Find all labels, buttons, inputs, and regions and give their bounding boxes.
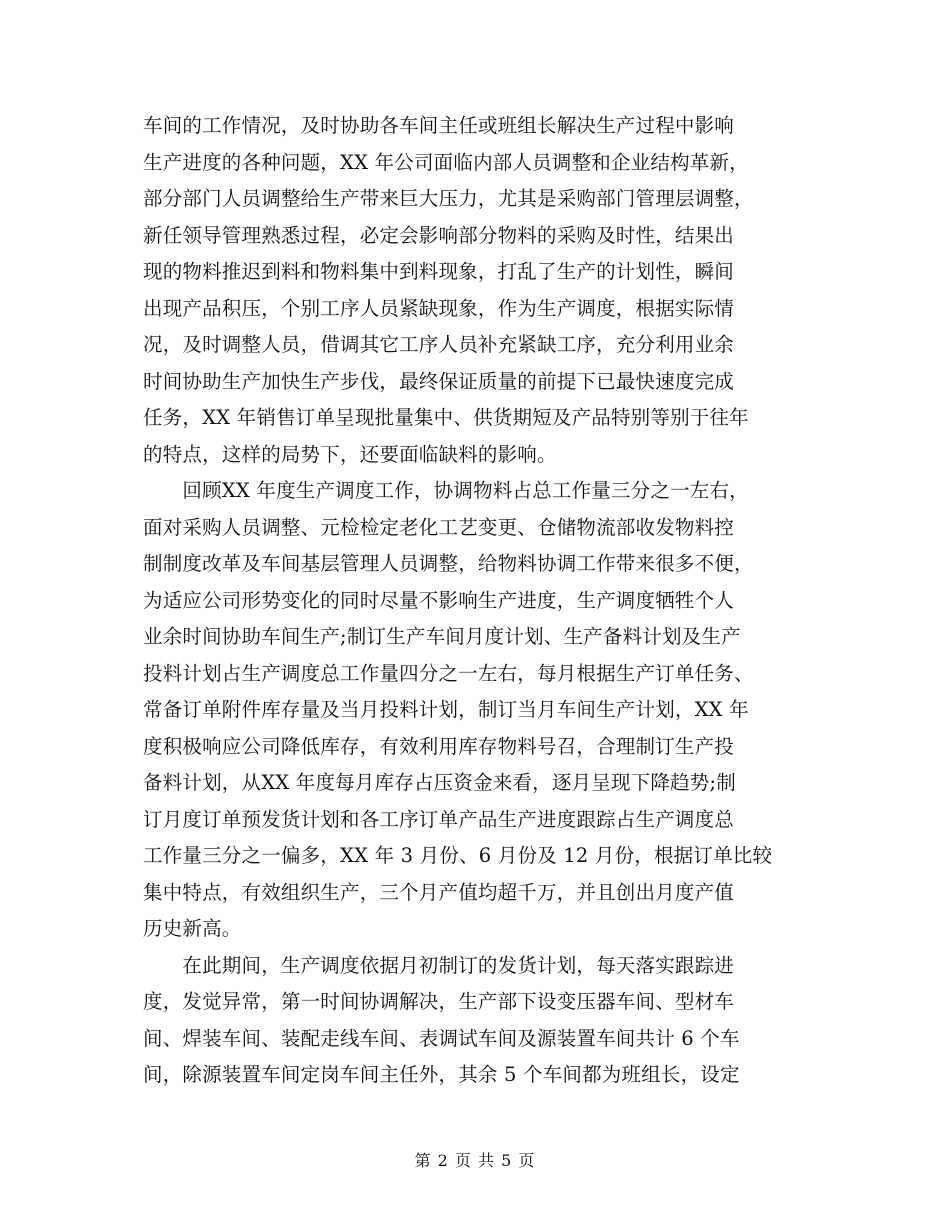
text-line: 制制度改革及车间基层管理人员调整，给物料协调工作带来很多不便， [143, 552, 754, 575]
text-line: 况，及时调整人员，借调其它工序人员补充紧缺工序，充分利用业余 [143, 333, 735, 356]
text-line: 订月度订单预发货计划和各工序订单产品生产进度跟踪占生产调度总 [143, 807, 735, 831]
text-line: 度积极响应公司降低库存，有效利用库存物料号召，合理制订生产投 [143, 734, 735, 758]
text-line: 出现产品积压，个别工序人员紧缺现象，作为生产调度，根据实际情 [143, 296, 735, 320]
page-number-footer: 第 2 页 共 5 页 [414, 1151, 536, 1170]
text-line: 的特点，这样的局势下，还要面临缺料的影响。 [143, 442, 557, 466]
text-line: 集中特点，有效组织生产，三个月产值均超千万，并且创出月度产值 [143, 880, 735, 904]
text-line: 任务，XX 年销售订单呈现批量集中、供货期短及产品特别等别于往年 [143, 406, 749, 429]
text-line: 生产进度的各种问题，XX 年公司面临内部人员调整和企业结构革新， [143, 150, 749, 174]
text-line: 车间的工作情况，及时协助各车间主任或班组长解决生产过程中影响 [143, 114, 735, 137]
text-line: 面对采购人员调整、元检检定老化工艺变更、仓储物流部收发物料控 [143, 515, 735, 539]
text-line: 新任领导管理熟悉过程，必定会影响部分物料的采购及时性，结果出 [143, 223, 735, 247]
text-line: 常备订单附件库存量及当月投料计划，制订当月车间生产计划，XX 年 [143, 698, 749, 721]
text-line: 历史新高。 [143, 917, 242, 940]
paragraph-start-line: 在此期间，生产调度依据月初制订的发货计划，每天落实跟踪进 [143, 953, 735, 977]
text-line: 投料计划占生产调度总工作量四分之一左右，每月根据生产订单任务、 [143, 661, 754, 685]
text-line: 现的物料推迟到料和物料集中到料现象，打乱了生产的计划性，瞬间 [143, 260, 735, 283]
paragraph-start-line: 回顾XX 年度生产调度工作，协调物料占总工作量三分之一左右， [143, 479, 749, 502]
text-line: 为适应公司形势变化的同时尽量不影响生产进度，生产调度牺牲个人 [143, 588, 735, 612]
text-line: 间，除源装置车间定岗车间主任外，其余 5 个车间都为班组长，设定 [143, 1063, 740, 1086]
text-line: 部分部门人员调整给生产带来巨大压力，尤其是采购部门管理层调整， [143, 187, 754, 210]
text-line: 度，发觉异常，第一时间协调解决，生产部下设变压器车间、型材车 [143, 990, 735, 1013]
text-line: 备料计划，从XX 年度每月库存占压资金来看，逐月呈现下降趋势;制 [143, 771, 736, 794]
text-line: 间、焊装车间、装配走线车间、表调试车间及源装置车间共计 6 个车 [143, 1026, 740, 1050]
body-text [143, 108, 813, 1094]
text-line: 时间协助生产加快生产步伐，最终保证质量的前提下已最快速度完成 [143, 369, 735, 393]
text-line: 工作量三分之一偏多，XX 年 3 月份、6 月份及 12 月份，根据订单比较 [143, 844, 773, 867]
text-line: 业余时间协助车间生产;制订生产车间月度计划、生产备料计划及生产 [143, 625, 741, 648]
